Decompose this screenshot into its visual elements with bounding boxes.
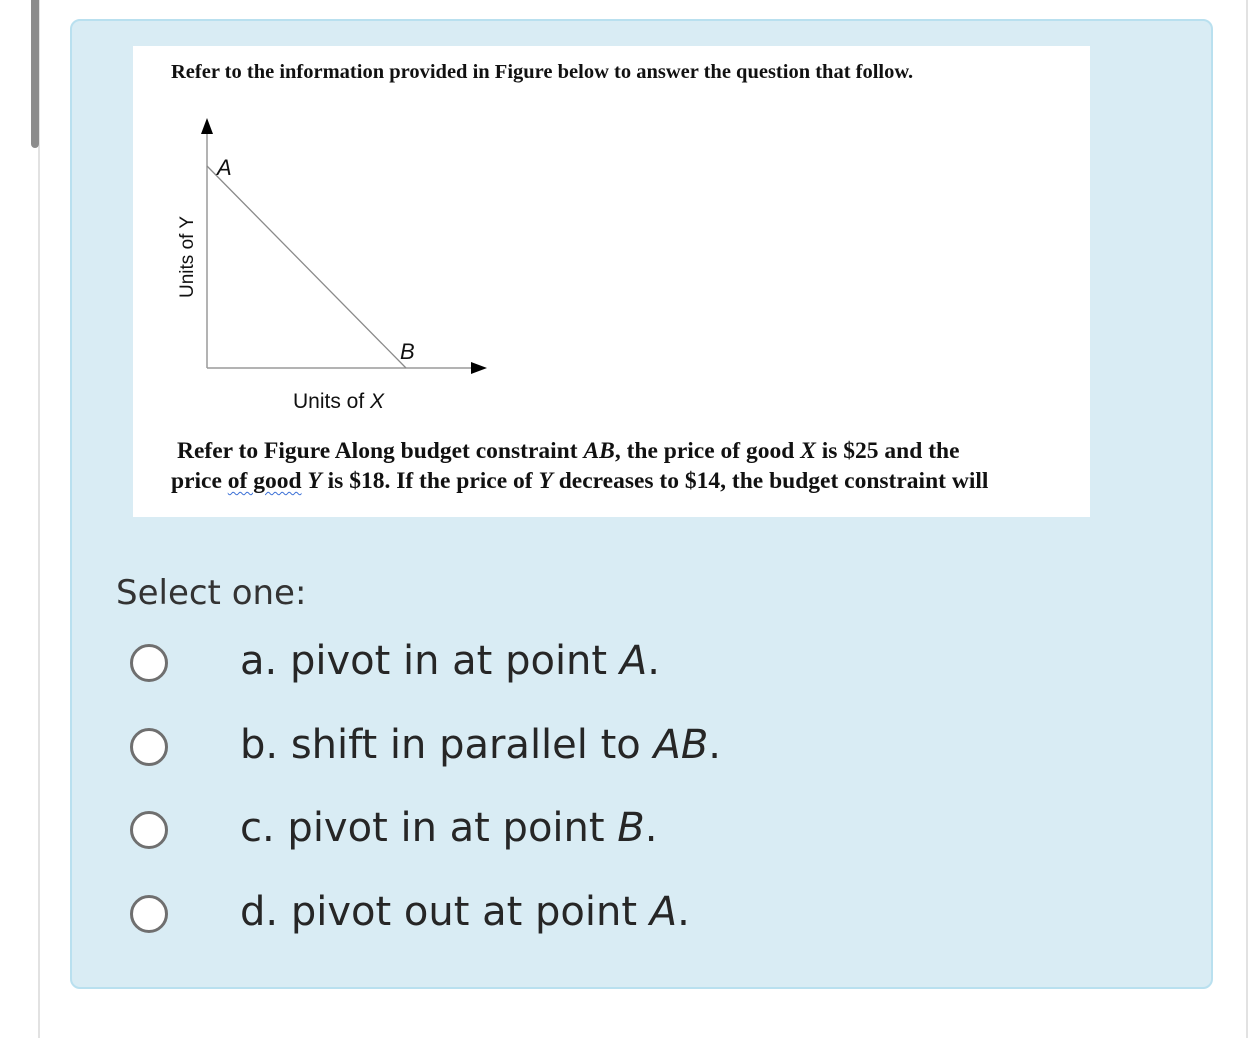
y-axis-label: Units of Y: [177, 215, 198, 298]
spellcheck-underlined-text: of good: [227, 468, 302, 494]
point-label-b: B: [400, 339, 415, 364]
option-c-text: c. pivot in at point: [240, 805, 618, 851]
option-c-label[interactable]: [240, 805, 657, 851]
option-c-emph: B: [617, 805, 645, 851]
option-c-radio[interactable]: [130, 811, 168, 849]
option-a-label[interactable]: [240, 638, 660, 684]
scrollbar-thumb[interactable]: [31, 0, 39, 148]
question-text-part: Refer to Figure Along budget constraint: [177, 438, 584, 464]
option-b-label[interactable]: [240, 722, 721, 768]
question-emph-y: Y: [307, 468, 322, 494]
option-d-radio[interactable]: [130, 895, 168, 933]
option-a-emph: A: [619, 638, 648, 684]
budget-constraint-line: [207, 166, 406, 368]
option-a-text: a. pivot in at point: [240, 638, 620, 684]
option-d-emph: A: [649, 889, 678, 935]
option-c-suffix: .: [644, 805, 658, 851]
option-b-suffix: .: [708, 722, 722, 768]
left-divider: [38, 0, 40, 1038]
option-b-emph: AB: [653, 722, 709, 768]
question-text: [171, 436, 1071, 496]
question-figure: [133, 46, 1090, 517]
question-text-part: decreases to $14, the budget constraint will: [552, 468, 989, 494]
option-d-text: d. pivot out at point: [240, 889, 650, 935]
question-text-part: is $18. If the price of: [321, 468, 539, 494]
point-label-a: A: [217, 155, 232, 180]
right-divider: [1246, 0, 1248, 1038]
option-c[interactable]: [128, 807, 1028, 857]
x-axis-label: Units of X: [293, 390, 385, 413]
option-d-label[interactable]: [240, 889, 690, 935]
question-emph-y: Y: [538, 468, 553, 494]
option-a-radio[interactable]: [130, 644, 168, 682]
figure-intro-text: Refer to the information provided in Figure below to answer the question that follow.: [171, 61, 914, 83]
option-d-suffix: .: [677, 889, 690, 935]
option-b-text: b. shift in parallel to: [240, 722, 654, 768]
option-b[interactable]: [128, 724, 1028, 774]
question-text-part: , the price of good: [614, 438, 801, 464]
question-text-part: price: [171, 468, 228, 494]
option-b-radio[interactable]: [130, 728, 168, 766]
option-a-suffix: .: [647, 638, 660, 684]
question-line-1: [171, 436, 1071, 466]
question-emph-ab: AB: [583, 438, 615, 464]
option-d[interactable]: [128, 891, 1028, 941]
question-emph-x: X: [800, 438, 816, 464]
question-line-2: [171, 466, 1071, 496]
y-axis-arrowhead: [201, 118, 213, 134]
select-one-label: Select one:: [116, 573, 307, 613]
option-a[interactable]: [128, 640, 1028, 690]
question-text-part: is $25 and the: [815, 438, 960, 464]
x-axis-arrowhead: [471, 362, 487, 374]
